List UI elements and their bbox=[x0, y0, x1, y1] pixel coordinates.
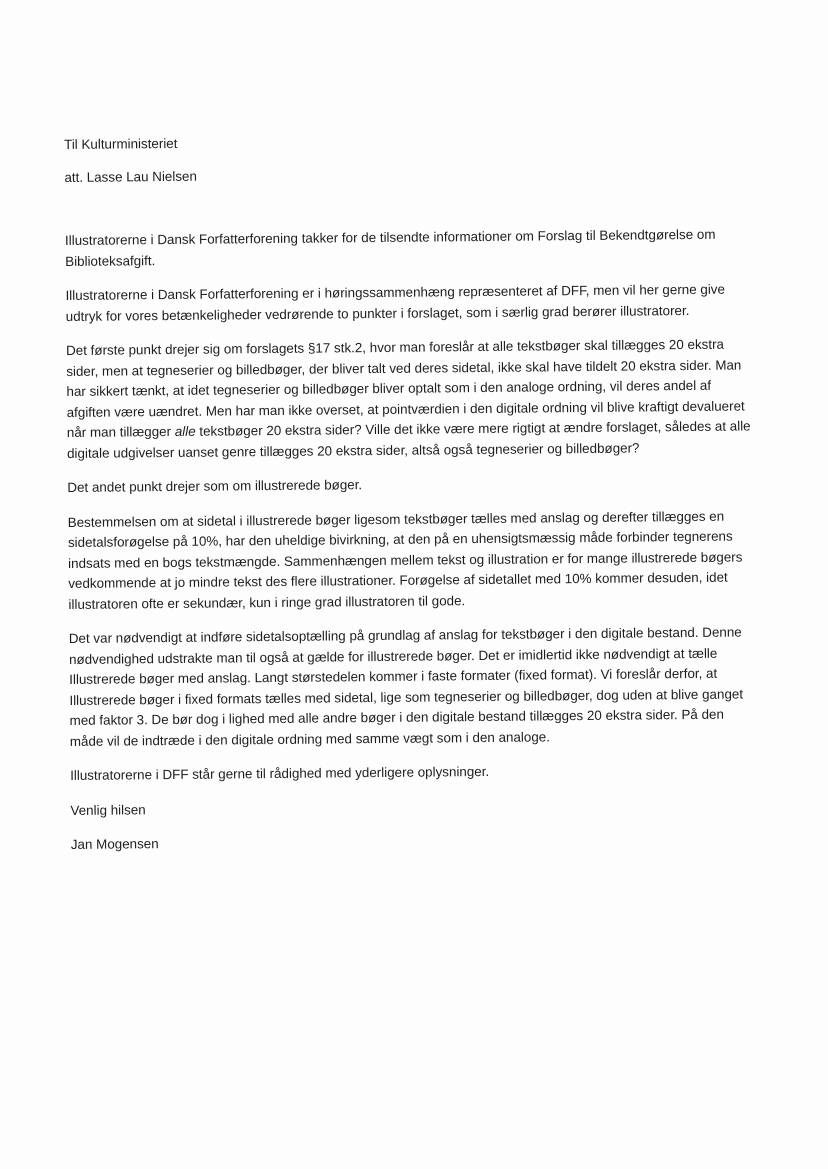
attention-line: att. Lasse Lau Nielsen bbox=[64, 168, 197, 185]
paragraph-first-point bbox=[66, 334, 757, 464]
closing-salutation: Venlig hilsen bbox=[70, 801, 146, 818]
paragraph-provision: Bestemmelsen om at sidetal i illustrerede bøger ligesom tekstbøger tælles med anslag og derefter tillægges en sidetalsforøgelse på 10%, har den uheldige bivirkning, at den på en uhensigtsmæssig måde forbinder tegnerens indsats med en bogs tekstmængde. Sammenhængen mellem tekst og illustration er for mange illustrerede bøgers vedkommende at jo mindre tekst des flere illustrationer. Forøgelse af sidetallet med 10% kommer desuden, idet illustratoren ofte er sekundær, kun i ringe grad illustratoren til gode. bbox=[67, 508, 743, 612]
addressee: Til Kulturministeriet bbox=[64, 135, 178, 152]
signature-name: Jan Mogensen bbox=[70, 836, 159, 852]
emphasized-word: alle bbox=[174, 423, 196, 439]
first-point-text-start: Det første punkt drejer sig om forslagets §17 stk.2, hvor man foreslår at alle tekstbøger skal tillægges 20 ekstra sider, men at tegneserier og billedbøger, der bliver talt ved deres sidetal, ikke skal have tildelt 20 ekstra sider. Man har sikkert tænkt, at idet tegneserier og billedbøger bliver optalt som i den analoge ordning, vil deres andel af afgiften være uændret. Men har man ikke overset, at pointværdien i den digitale ordning vil blive kraftigt devalueret når man tillægger bbox=[65, 336, 745, 440]
paragraph-availability: Illustratorerne i DFF står gerne til rådighed med yderligere oplysninger. bbox=[70, 763, 490, 783]
paragraph-proposal: Det var nødvendigt at indføre sidetalsoptælling på grundlag af anslag for tekstbøger i den digitale bestand. Denne nødvendighed udstrakte man til også at gælde for illustrerede bøger. Det er imidlertid ikke nødvendigt at tælle Illustrerede bøger med anslag. Langt størstedelen kommer i faste formater (fixed format). Vi foreslår derfor, at Illustrerede bøger i fixed formats tælles med sidetal, lige som tegneserier og billedbøger, dog uden at blive ganget med faktor 3. De bør dog i lighed med alle andre bøger i den digitale bestand tillægges 20 ekstra sider. På den måde vil de indtræde i den digitale ordning med samme vægt som i den analoge. bbox=[68, 624, 744, 749]
letter-body bbox=[64, 128, 761, 855]
first-point-text-end: tekstbøger 20 ekstra sider? Ville det ikke være mere rigtigt at ændre forslaget, således at alle digitale udgivelser uanset genre tillægges 20 ekstra sider, altså også tegneserier og billedbøger? bbox=[66, 418, 751, 461]
paragraph-representation: Illustratorerne i Dansk Forfatterforening er i høringssammenhæng repræsenteret af DFF, men vil her gerne give udtryk for vores betænkeligheder vedrørende to punkter i forslaget, som i særlig grad berører illustratorer. bbox=[65, 281, 725, 324]
paragraph-second-point-intro: Det andet punkt drejer som om illustrerede bøger. bbox=[67, 477, 363, 495]
paragraph-thanks: Illustratorerne i Dansk Forfatterforening takker for de tilsendte informationer om Forslag til Bekendtgørelse om Biblioteksafgift. bbox=[64, 226, 716, 269]
